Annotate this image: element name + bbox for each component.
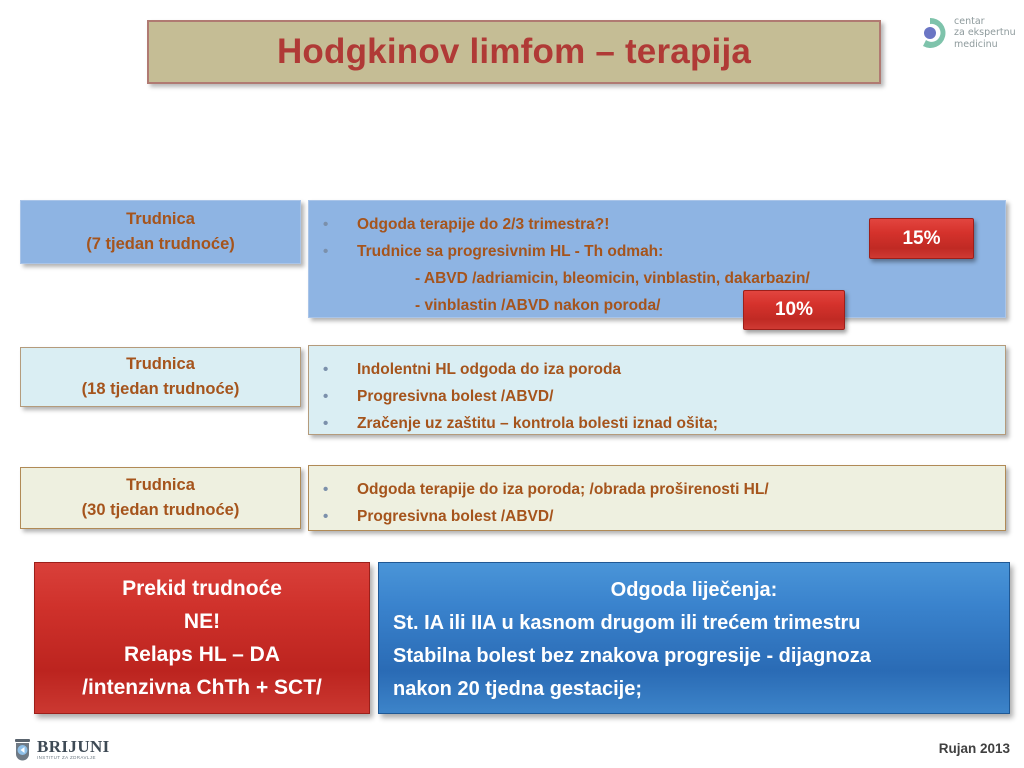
bullet-icon: •: [323, 361, 329, 378]
footer-wordmark: [37, 738, 110, 761]
conclusion-line-4: /intenzivna ChTh + SCT/: [82, 676, 322, 699]
bullet-icon: •: [323, 216, 329, 233]
conclusion-line-4: nakon 20 tjedna gestacije;: [393, 678, 642, 700]
footer-date: Rujan 2013: [938, 741, 1010, 756]
bullet-icon: •: [323, 481, 329, 498]
label-line-1: Trudnica: [126, 210, 195, 228]
conclusion-box-deferral: [378, 562, 1010, 714]
list-item: [323, 476, 1005, 503]
status-badge-upper: [869, 218, 974, 259]
list-item: [323, 356, 1005, 383]
label-box-week-30: [20, 467, 301, 529]
circle-ring-logo-icon: [912, 15, 948, 51]
bullet-icon: •: [323, 415, 329, 432]
list-item-text: Progresivna bolest /ABVD/: [357, 508, 554, 525]
sub-list-item: - vinblastin /ABVD nakon poroda/: [415, 297, 661, 314]
content-panel-week-30: [308, 465, 1006, 531]
bullet-icon: •: [323, 508, 329, 525]
bullet-icon: •: [323, 388, 329, 405]
list-item-text: Trudnice sa progresivnim HL - Th odmah:: [357, 243, 664, 260]
conclusion-line-2: St. IA ili IIA u kasnom drugom ili trećem trimestru: [393, 612, 861, 634]
list-item: [323, 503, 1005, 530]
list-item: [323, 383, 1005, 410]
slide-title-bar: [147, 20, 881, 84]
brand-line-3: medicinu: [954, 38, 998, 50]
list-item-text: Odgoda terapije do iza poroda; /obrada proširenosti HL/: [357, 481, 769, 498]
label-line-1: Trudnica: [126, 476, 195, 494]
content-panel-week-18: [308, 345, 1006, 435]
page-title: Hodgkinov limfom – terapija: [276, 32, 752, 71]
label-line-1: Trudnica: [126, 355, 195, 373]
label-box-week-18: [20, 347, 301, 407]
footer-brand-name: BRIJUNI: [37, 737, 110, 756]
bullet-icon: •: [323, 243, 329, 260]
brand-logo: [912, 10, 1018, 56]
brand-wordmark: [954, 16, 1016, 51]
status-badge-lower: [743, 290, 845, 330]
brand-line-1: centar: [954, 15, 985, 27]
conclusion-line-1: Prekid trudnoće: [122, 577, 282, 600]
list-item: [323, 410, 1005, 437]
badge-value: 10%: [774, 299, 814, 320]
label-box-week-7: [20, 200, 301, 264]
list-item-text: Zračenje uz zaštitu – kontrola bolesti iznad ošita;: [357, 415, 718, 432]
footer-brand-subtitle: INSTITUT ZA ZDRAVLJE: [37, 755, 96, 760]
conclusion-line-2: NE!: [183, 610, 221, 633]
label-line-2: (30 tjedan trudnoće): [81, 501, 240, 519]
badge-value: 15%: [902, 227, 941, 249]
brijuni-shield-icon: [12, 738, 33, 761]
conclusion-line-3: Stabilna bolest bez znakova progresije - dijagnoza: [393, 645, 871, 667]
label-line-2: (7 tjedan trudnoće): [86, 235, 235, 253]
conclusion-line-3: Relaps HL – DA: [124, 643, 280, 666]
footer-logo: [12, 738, 110, 761]
conclusion-line-1: Odgoda liječenja:: [610, 579, 778, 601]
conclusion-box-termination: [34, 562, 370, 714]
list-item-text: Odgoda terapije do 2/3 trimestra?!: [357, 216, 610, 233]
sub-list-item: - ABVD /adriamicin, bleomicin, vinblastin, dakarbazin/: [415, 270, 810, 287]
list-item-text: Progresivna bolest /ABVD/: [357, 388, 554, 405]
brand-line-2: za ekspertnu: [954, 27, 1016, 39]
label-line-2: (18 tjedan trudnoće): [81, 380, 240, 398]
list-item-text: Indolentni HL odgoda do iza poroda: [357, 361, 622, 378]
